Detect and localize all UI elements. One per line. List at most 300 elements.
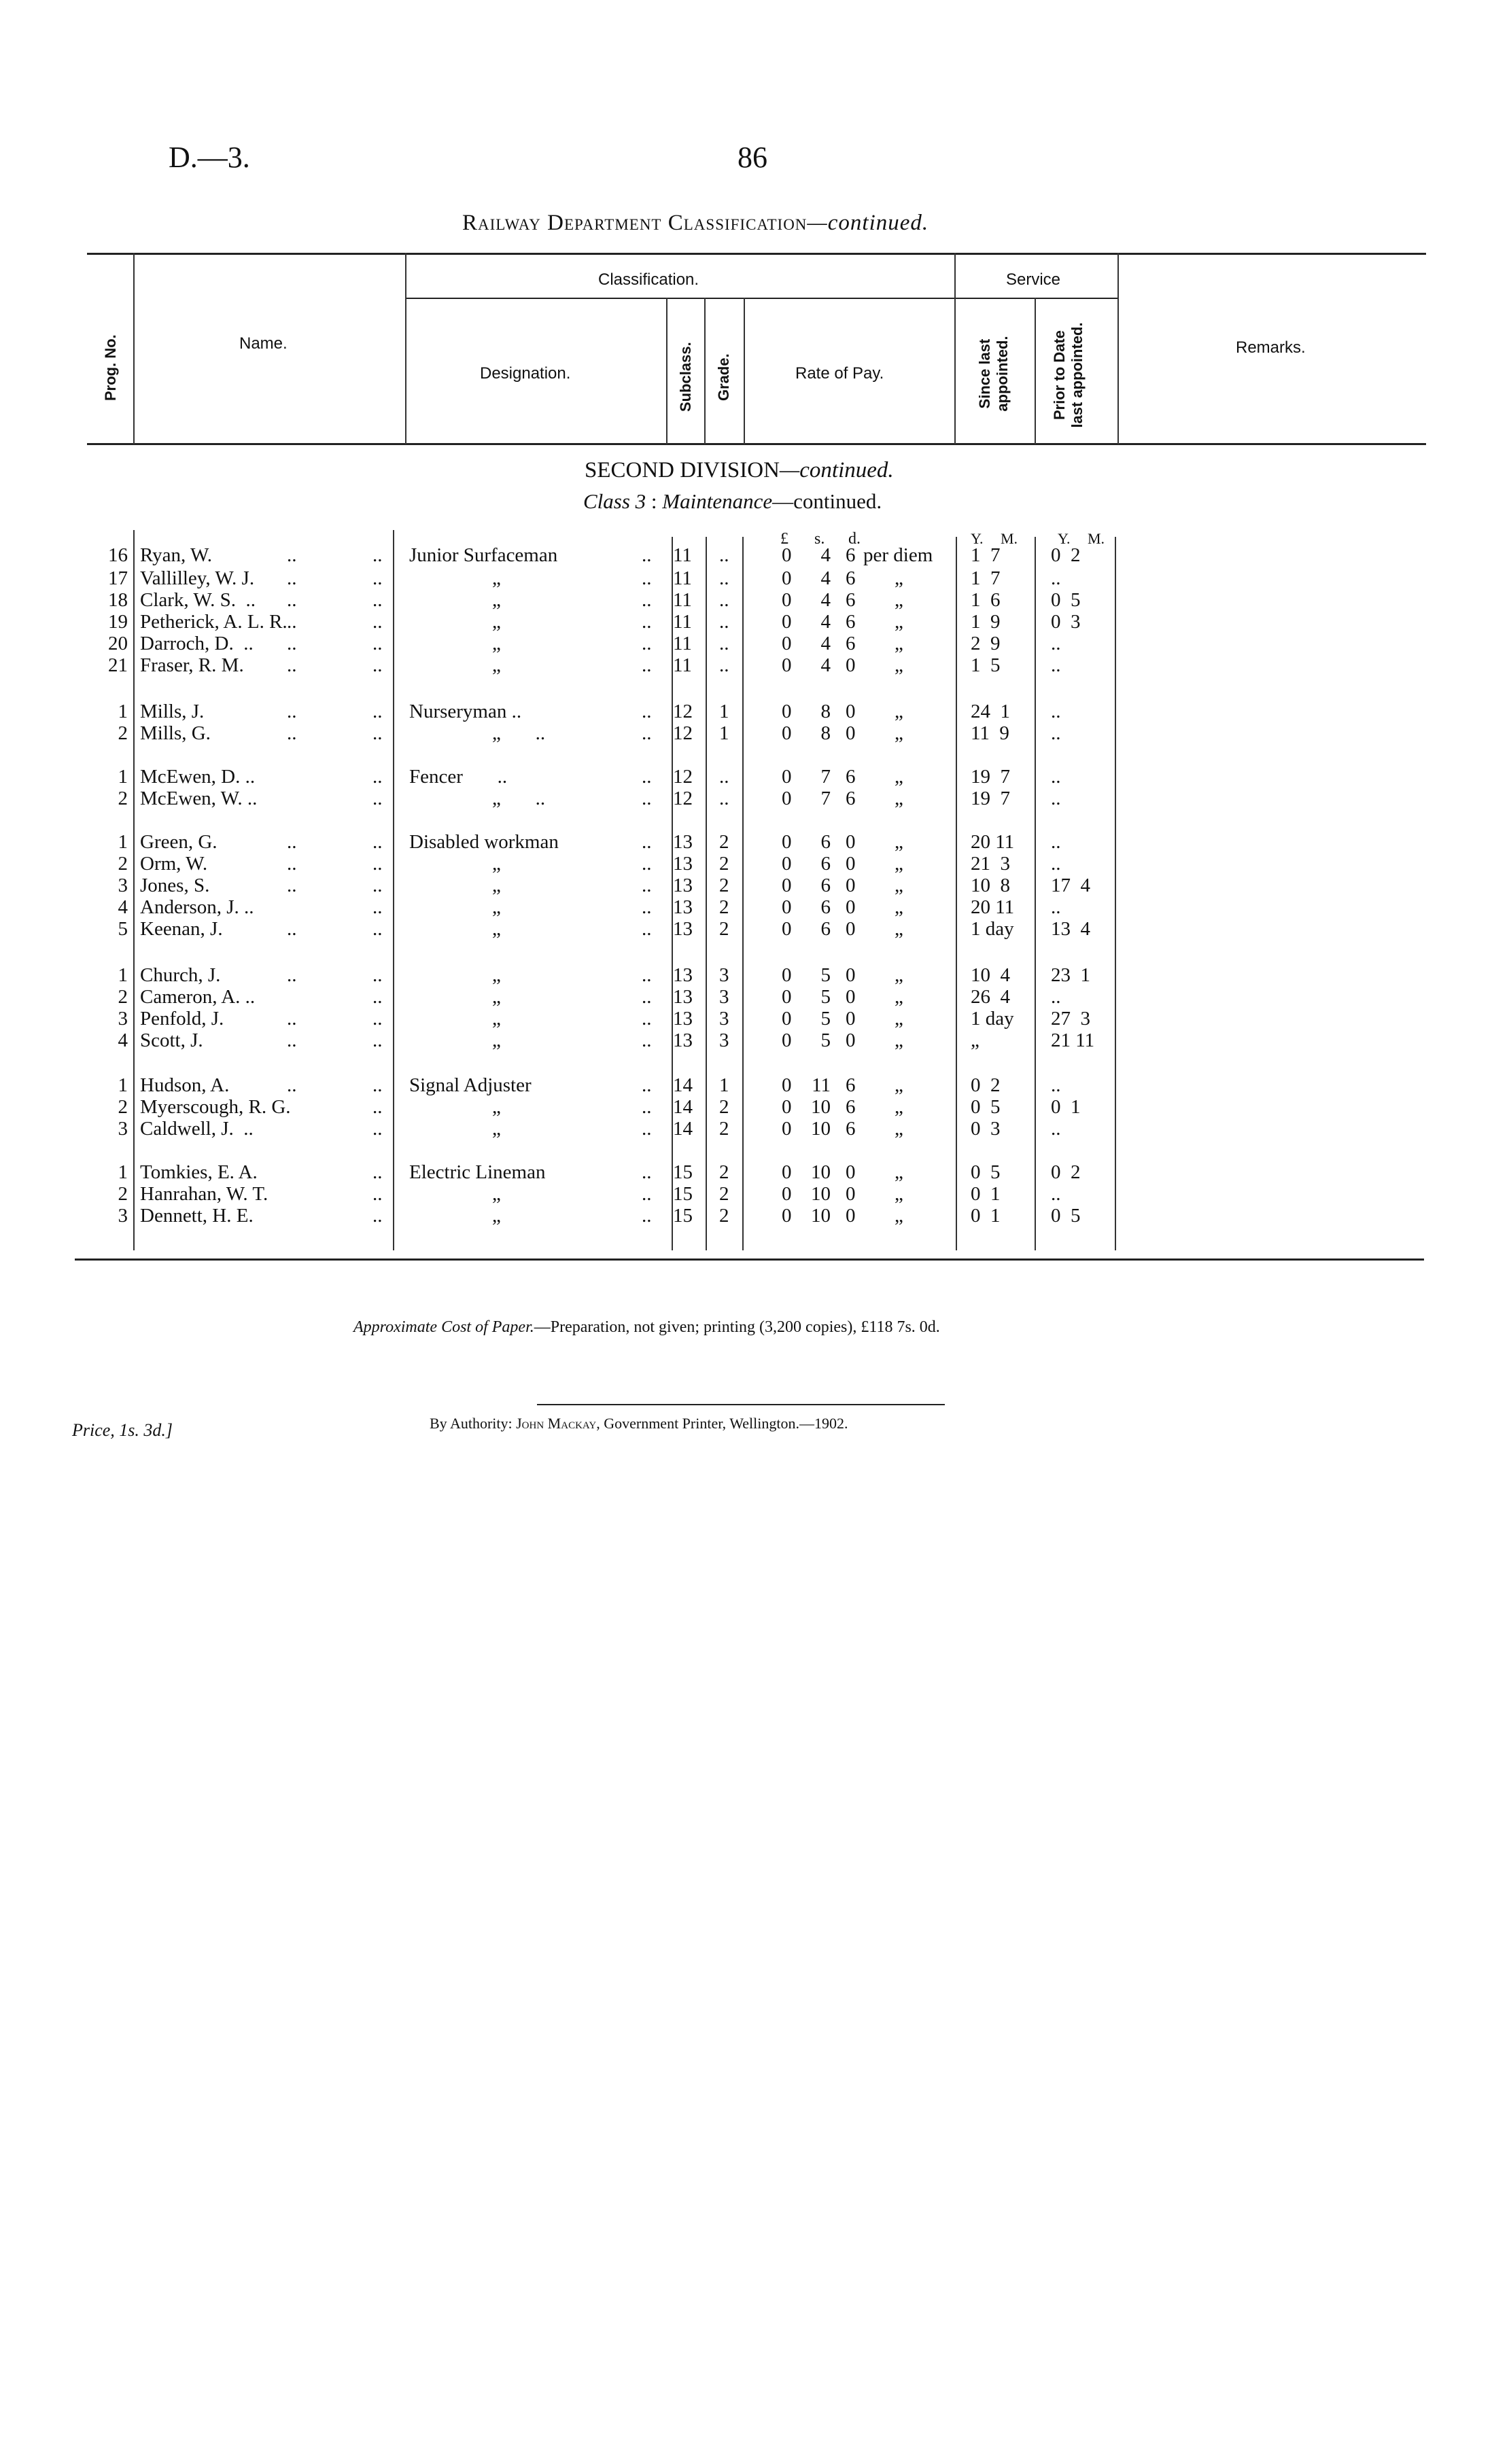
unit-months-prior: M. bbox=[1088, 530, 1105, 547]
section-title bbox=[585, 458, 894, 483]
grade-cell: .. bbox=[719, 766, 729, 788]
per-cell: „ bbox=[895, 1183, 903, 1205]
name-leader: .. bbox=[372, 544, 383, 566]
shillings-cell: 7 bbox=[820, 766, 831, 788]
designation-cell: Fencer .. bbox=[409, 766, 508, 788]
name-leader: .. bbox=[372, 831, 383, 853]
per-cell: per diem bbox=[863, 544, 933, 566]
grade-cell: .. bbox=[719, 654, 729, 676]
section-suffix: —continued. bbox=[779, 458, 894, 482]
name-cell: Church, J. bbox=[140, 964, 221, 986]
grade-cell: 2 bbox=[719, 918, 729, 940]
pounds-cell: 0 bbox=[782, 853, 792, 875]
subclass-cell: 13 bbox=[673, 918, 693, 940]
name-dots: .. bbox=[287, 1074, 297, 1096]
shillings-cell: 6 bbox=[820, 918, 831, 940]
pounds-cell: 0 bbox=[782, 1205, 792, 1227]
designation-leader: .. bbox=[642, 964, 652, 986]
service-rule bbox=[956, 298, 1117, 299]
col-divider-prog bbox=[133, 253, 135, 444]
col-divider-name bbox=[405, 253, 406, 444]
col-divider-service bbox=[1117, 253, 1119, 444]
table-top-rule bbox=[87, 253, 1426, 255]
designation-leader: .. bbox=[642, 831, 652, 853]
grade-cell: 2 bbox=[719, 1096, 729, 1118]
name-dots: .. bbox=[287, 567, 297, 589]
prog-no-cell: 16 bbox=[108, 544, 128, 566]
grade-cell: 3 bbox=[719, 1029, 729, 1051]
designation-leader: .. bbox=[642, 986, 652, 1008]
name-cell: Mills, J. bbox=[140, 701, 205, 722]
name-dots: .. bbox=[287, 589, 297, 611]
prior-cell: .. bbox=[1051, 831, 1061, 853]
prog-no-cell: 21 bbox=[108, 654, 128, 676]
name-dots: .. bbox=[287, 633, 297, 654]
prog-no-cell: 2 bbox=[118, 853, 128, 875]
designation-cell: Electric Lineman bbox=[409, 1161, 546, 1183]
designation-leader: .. bbox=[642, 722, 652, 744]
designation-leader: .. bbox=[642, 788, 652, 809]
name-cell: Vallilley, W. J. bbox=[140, 567, 255, 589]
prior-cell: 17 4 bbox=[1051, 875, 1090, 896]
name-cell: McEwen, W. .. bbox=[140, 788, 258, 809]
name-dots: .. bbox=[287, 701, 297, 722]
designation-cell: „ bbox=[492, 1183, 501, 1205]
grade-cell: .. bbox=[719, 611, 729, 633]
grade-cell: .. bbox=[719, 544, 729, 566]
grade-cell: 1 bbox=[719, 722, 729, 744]
name-leader: .. bbox=[372, 918, 383, 940]
name-cell: Orm, W. bbox=[140, 853, 208, 875]
designation-cell: „ bbox=[492, 611, 501, 633]
designation-leader: .. bbox=[642, 1029, 652, 1051]
title-main: Railway Department Classification bbox=[462, 211, 808, 235]
since-last-cell: 10 8 bbox=[971, 875, 1010, 896]
designation-cell: „ bbox=[492, 875, 501, 896]
header-name: Name. bbox=[239, 334, 288, 353]
pence-cell: 6 bbox=[846, 589, 856, 611]
name-cell: Green, G. bbox=[140, 831, 218, 853]
designation-cell: „ bbox=[492, 918, 501, 940]
subclass-cell: 14 bbox=[673, 1096, 693, 1118]
prog-no-cell: 2 bbox=[118, 1096, 128, 1118]
prior-cell: .. bbox=[1051, 766, 1061, 788]
table-bottom-rule bbox=[75, 1259, 1424, 1261]
since-last-cell: 26 4 bbox=[971, 986, 1010, 1008]
name-dots: .. bbox=[287, 722, 297, 744]
table-row bbox=[0, 765, 1509, 788]
designation-leader: .. bbox=[642, 611, 652, 633]
prog-no-cell: 5 bbox=[118, 918, 128, 940]
shillings-cell: 5 bbox=[820, 964, 831, 986]
since-last-cell: 11 9 bbox=[971, 722, 1009, 744]
since-last-cell: 1 day bbox=[971, 1008, 1014, 1029]
col-divider-designation bbox=[666, 298, 667, 444]
unit-years-prior: Y. bbox=[1058, 530, 1071, 547]
title-suffix: —continued. bbox=[807, 211, 929, 235]
classification-rule bbox=[406, 298, 954, 299]
name-cell: Cameron, A. .. bbox=[140, 986, 256, 1008]
designation-cell: „ bbox=[492, 1118, 501, 1140]
per-cell: „ bbox=[895, 1029, 903, 1051]
name-cell: Darroch, D. .. bbox=[140, 633, 254, 654]
subclass-cell: 13 bbox=[673, 986, 693, 1008]
since-last-cell: 1 7 bbox=[971, 544, 1001, 566]
per-cell: „ bbox=[895, 788, 903, 809]
price-note: Price, 1s. 3d.] bbox=[72, 1420, 173, 1440]
cost-note bbox=[353, 1318, 940, 1337]
subclass-cell: 13 bbox=[673, 853, 693, 875]
name-dots: .. bbox=[287, 853, 297, 875]
pence-cell: 6 bbox=[846, 1118, 856, 1140]
name-cell: McEwen, D. .. bbox=[140, 766, 256, 788]
prior-cell: 21 11 bbox=[1051, 1029, 1095, 1051]
prog-no-cell: 3 bbox=[118, 1118, 128, 1140]
pence-cell: 0 bbox=[846, 654, 856, 676]
subclass-cell: 11 bbox=[673, 611, 692, 633]
since-last-cell: 1 day bbox=[971, 918, 1014, 940]
shillings-cell: 10 bbox=[811, 1118, 831, 1140]
per-cell: „ bbox=[895, 1161, 903, 1183]
name-cell: Fraser, R. M. bbox=[140, 654, 244, 676]
name-leader: .. bbox=[372, 722, 383, 744]
per-cell: „ bbox=[895, 766, 903, 788]
table-row bbox=[0, 830, 1509, 853]
pounds-cell: 0 bbox=[782, 896, 792, 918]
grade-cell: 2 bbox=[719, 831, 729, 853]
designation-cell: „ bbox=[492, 1096, 501, 1118]
pence-cell: 0 bbox=[846, 1029, 856, 1051]
designation-leader: .. bbox=[642, 853, 652, 875]
name-cell: Mills, G. bbox=[140, 722, 211, 744]
grade-cell: 2 bbox=[719, 1183, 729, 1205]
designation-leader: .. bbox=[642, 918, 652, 940]
name-cell: Ryan, W. bbox=[140, 544, 212, 566]
grade-cell: 3 bbox=[719, 964, 729, 986]
header-service: Service bbox=[1006, 270, 1061, 289]
unit-months-since: M. bbox=[1001, 530, 1018, 547]
name-leader: .. bbox=[372, 589, 383, 611]
name-dots: .. bbox=[287, 1029, 297, 1051]
name-cell: Tomkies, E. A. bbox=[140, 1161, 258, 1183]
designation-leader: .. bbox=[642, 1183, 652, 1205]
subclass-cell: 12 bbox=[673, 701, 693, 722]
name-dots: .. bbox=[287, 1008, 297, 1029]
since-last-cell: 10 4 bbox=[971, 964, 1010, 986]
table-row bbox=[0, 917, 1509, 940]
name-dots: .. bbox=[287, 964, 297, 986]
subsection-suffix: —continued. bbox=[772, 489, 882, 513]
since-last-cell: 0 5 bbox=[971, 1096, 1001, 1118]
designation-cell: „ bbox=[492, 1008, 501, 1029]
pence-cell: 6 bbox=[846, 544, 856, 566]
table-row bbox=[0, 1182, 1509, 1205]
pence-cell: 6 bbox=[846, 788, 856, 809]
name-dots: .. bbox=[287, 544, 297, 566]
designation-leader: .. bbox=[642, 896, 652, 918]
subclass-cell: 12 bbox=[673, 766, 693, 788]
table-row bbox=[0, 896, 1509, 919]
pence-cell: 0 bbox=[846, 1008, 856, 1029]
pounds-cell: 0 bbox=[782, 654, 792, 676]
pounds-cell: 0 bbox=[782, 831, 792, 853]
grade-cell: 2 bbox=[719, 896, 729, 918]
pence-cell: 0 bbox=[846, 722, 856, 744]
unit-years-since: Y. bbox=[971, 530, 984, 547]
pence-cell: 0 bbox=[846, 964, 856, 986]
since-last-cell: 19 7 bbox=[971, 766, 1010, 788]
pence-cell: 0 bbox=[846, 918, 856, 940]
name-cell: Anderson, J. .. bbox=[140, 896, 254, 918]
since-last-cell: 20 11 bbox=[971, 831, 1015, 853]
table-row bbox=[0, 1117, 1509, 1140]
table-row bbox=[0, 588, 1509, 612]
prior-cell: 0 2 bbox=[1051, 544, 1081, 566]
name-leader: .. bbox=[372, 611, 383, 633]
designation-cell: „ bbox=[492, 1205, 501, 1227]
per-cell: „ bbox=[895, 701, 903, 722]
subclass-cell: 15 bbox=[673, 1183, 693, 1205]
pounds-cell: 0 bbox=[782, 1074, 792, 1096]
prior-cell: .. bbox=[1051, 633, 1061, 654]
pence-cell: 6 bbox=[846, 766, 856, 788]
header-subclass: Subclass. bbox=[677, 342, 694, 412]
subclass-cell: 11 bbox=[673, 633, 692, 654]
grade-cell: 1 bbox=[719, 701, 729, 722]
prog-no-cell: 1 bbox=[118, 701, 128, 722]
prior-cell: .. bbox=[1051, 567, 1061, 589]
table-row bbox=[0, 1095, 1509, 1119]
pounds-cell: 0 bbox=[782, 1161, 792, 1183]
authority-prefix: By Authority: bbox=[430, 1415, 517, 1432]
grade-cell: .. bbox=[719, 788, 729, 809]
prog-no-cell: 1 bbox=[118, 1074, 128, 1096]
prog-no-cell: 20 bbox=[108, 633, 128, 654]
shillings-cell: 10 bbox=[811, 1183, 831, 1205]
prior-cell: .. bbox=[1051, 1074, 1061, 1096]
col-divider-since bbox=[1035, 298, 1036, 444]
grade-cell: 3 bbox=[719, 986, 729, 1008]
name-leader: .. bbox=[372, 986, 383, 1008]
prior-cell: 13 4 bbox=[1051, 918, 1090, 940]
shillings-cell: 10 bbox=[811, 1205, 831, 1227]
subclass-cell: 15 bbox=[673, 1161, 693, 1183]
section-name: SECOND DIVISION bbox=[585, 458, 780, 482]
subclass-cell: 11 bbox=[673, 589, 692, 611]
designation-leader: .. bbox=[642, 1096, 652, 1118]
name-leader: .. bbox=[372, 788, 383, 809]
since-last-cell: 2 9 bbox=[971, 633, 1001, 654]
prog-no-cell: 1 bbox=[118, 766, 128, 788]
table-row bbox=[0, 852, 1509, 875]
subclass-cell: 13 bbox=[673, 1029, 693, 1051]
designation-cell: „ bbox=[492, 567, 501, 589]
prog-no-cell: 2 bbox=[118, 722, 128, 744]
designation-leader: .. bbox=[642, 544, 652, 566]
subclass-cell: 13 bbox=[673, 964, 693, 986]
prog-no-cell: 2 bbox=[118, 1183, 128, 1205]
per-cell: „ bbox=[895, 875, 903, 896]
designation-cell: „ bbox=[492, 633, 501, 654]
table-row bbox=[0, 722, 1509, 745]
table-row bbox=[0, 654, 1509, 677]
shillings-cell: 10 bbox=[811, 1096, 831, 1118]
printer-name: John Mackay bbox=[516, 1415, 597, 1432]
header-rate-of-pay: Rate of Pay. bbox=[795, 364, 884, 383]
shillings-cell: 4 bbox=[820, 567, 831, 589]
name-leader: .. bbox=[372, 701, 383, 722]
subsection-class: Class 3 bbox=[583, 489, 646, 513]
name-cell: Hanrahan, W. T. bbox=[140, 1183, 268, 1205]
name-dots: .. bbox=[287, 654, 297, 676]
name-leader: .. bbox=[372, 1183, 383, 1205]
designation-cell: „ bbox=[492, 1029, 501, 1051]
subclass-cell: 13 bbox=[673, 831, 693, 853]
designation-leader: .. bbox=[642, 654, 652, 676]
pounds-cell: 0 bbox=[782, 633, 792, 654]
per-cell: „ bbox=[895, 986, 903, 1008]
per-cell: „ bbox=[895, 831, 903, 853]
prog-no-cell: 2 bbox=[118, 986, 128, 1008]
table-row bbox=[0, 700, 1509, 723]
since-last-cell: 1 6 bbox=[971, 589, 1001, 611]
shillings-cell: 5 bbox=[820, 1029, 831, 1051]
header-classification: Classification. bbox=[598, 270, 699, 289]
pounds-cell: 0 bbox=[782, 722, 792, 744]
authority-note bbox=[430, 1415, 848, 1432]
name-dots: .. bbox=[287, 875, 297, 896]
page-number: 86 bbox=[738, 141, 767, 174]
grade-cell: 1 bbox=[719, 1074, 729, 1096]
page-title bbox=[462, 211, 929, 236]
prior-cell: 0 5 bbox=[1051, 589, 1081, 611]
prior-cell: 0 1 bbox=[1051, 1096, 1081, 1118]
pence-cell: 6 bbox=[846, 567, 856, 589]
header-prog-no: Prog. No. bbox=[102, 334, 119, 401]
prog-no-cell: 18 bbox=[108, 589, 128, 611]
col-divider-rate bbox=[954, 253, 956, 444]
pence-cell: 0 bbox=[846, 1183, 856, 1205]
since-last-cell: 19 7 bbox=[971, 788, 1010, 809]
subsection-name: Maintenance bbox=[662, 489, 773, 513]
designation-leader: .. bbox=[642, 766, 652, 788]
prog-no-cell: 4 bbox=[118, 896, 128, 918]
prog-no-cell: 3 bbox=[118, 1205, 128, 1227]
pounds-cell: 0 bbox=[782, 1096, 792, 1118]
subsection-separator: : bbox=[651, 489, 657, 513]
table-row bbox=[0, 1029, 1509, 1052]
prog-no-cell: 1 bbox=[118, 964, 128, 986]
grade-cell: .. bbox=[719, 633, 729, 654]
pounds-cell: 0 bbox=[782, 544, 792, 566]
shillings-cell: 4 bbox=[820, 654, 831, 676]
per-cell: „ bbox=[895, 853, 903, 875]
prior-cell: .. bbox=[1051, 1118, 1061, 1140]
subclass-cell: 13 bbox=[673, 875, 693, 896]
name-cell: Clark, W. S. .. bbox=[140, 589, 256, 611]
per-cell: „ bbox=[895, 1074, 903, 1096]
header-prior-to-date: Prior to Date last appointed. bbox=[1051, 322, 1086, 428]
header-grade: Grade. bbox=[715, 353, 732, 401]
pence-cell: 0 bbox=[846, 986, 856, 1008]
name-leader: .. bbox=[372, 1074, 383, 1096]
since-last-cell: 24 1 bbox=[971, 701, 1010, 722]
prior-cell: 0 2 bbox=[1051, 1161, 1081, 1183]
since-last-cell: 0 5 bbox=[971, 1161, 1001, 1183]
per-cell: „ bbox=[895, 633, 903, 654]
name-cell: Petherick, A. L. R. bbox=[140, 611, 288, 633]
prog-no-cell: 3 bbox=[118, 875, 128, 896]
shillings-cell: 5 bbox=[820, 1008, 831, 1029]
name-cell: Keenan, J. bbox=[140, 918, 223, 940]
table-row bbox=[0, 874, 1509, 897]
pence-cell: 0 bbox=[846, 1205, 856, 1227]
name-leader: .. bbox=[372, 1161, 383, 1183]
name-leader: .. bbox=[372, 1205, 383, 1227]
prior-cell: .. bbox=[1051, 896, 1061, 918]
designation-cell: „ bbox=[492, 964, 501, 986]
subclass-cell: 15 bbox=[673, 1205, 693, 1227]
shillings-cell: 6 bbox=[820, 853, 831, 875]
grade-cell: 2 bbox=[719, 1205, 729, 1227]
name-cell: Penfold, J. bbox=[140, 1008, 224, 1029]
per-cell: „ bbox=[895, 654, 903, 676]
cost-label: Approximate Cost of Paper. bbox=[353, 1318, 534, 1336]
grade-cell: .. bbox=[719, 589, 729, 611]
prior-cell: .. bbox=[1051, 986, 1061, 1008]
subclass-cell: 13 bbox=[673, 1008, 693, 1029]
shillings-cell: 6 bbox=[820, 875, 831, 896]
since-last-cell: 0 1 bbox=[971, 1183, 1001, 1205]
designation-cell: Disabled workman bbox=[409, 831, 559, 853]
since-last-cell: 0 1 bbox=[971, 1205, 1001, 1227]
grade-cell: 2 bbox=[719, 1161, 729, 1183]
shillings-cell: 6 bbox=[820, 896, 831, 918]
shillings-cell: 10 bbox=[811, 1161, 831, 1183]
shillings-cell: 11 bbox=[812, 1074, 831, 1096]
prog-no-cell: 2 bbox=[118, 788, 128, 809]
name-leader: .. bbox=[372, 567, 383, 589]
unit-pence: d. bbox=[848, 530, 861, 548]
header-remarks: Remarks. bbox=[1236, 338, 1306, 357]
designation-cell: „ bbox=[492, 589, 501, 611]
designation-cell: „ bbox=[492, 853, 501, 875]
pence-cell: 6 bbox=[846, 633, 856, 654]
name-dots: .. bbox=[287, 831, 297, 853]
per-cell: „ bbox=[895, 964, 903, 986]
per-cell: „ bbox=[895, 1096, 903, 1118]
pounds-cell: 0 bbox=[782, 567, 792, 589]
prog-no-cell: 19 bbox=[108, 611, 128, 633]
table-row bbox=[0, 1007, 1509, 1030]
pounds-cell: 0 bbox=[782, 766, 792, 788]
prior-cell: 27 3 bbox=[1051, 1008, 1090, 1029]
per-cell: „ bbox=[895, 611, 903, 633]
shillings-cell: 4 bbox=[820, 611, 831, 633]
subclass-cell: 12 bbox=[673, 788, 693, 809]
table-row bbox=[0, 632, 1509, 655]
unit-shilling: s. bbox=[814, 530, 825, 548]
pounds-cell: 0 bbox=[782, 964, 792, 986]
pence-cell: 0 bbox=[846, 1161, 856, 1183]
pounds-cell: 0 bbox=[782, 918, 792, 940]
table-row bbox=[0, 567, 1509, 590]
grade-cell: 2 bbox=[719, 853, 729, 875]
table-row bbox=[0, 1161, 1509, 1184]
pounds-cell: 0 bbox=[782, 1183, 792, 1205]
name-leader: .. bbox=[372, 896, 383, 918]
name-leader: .. bbox=[372, 853, 383, 875]
